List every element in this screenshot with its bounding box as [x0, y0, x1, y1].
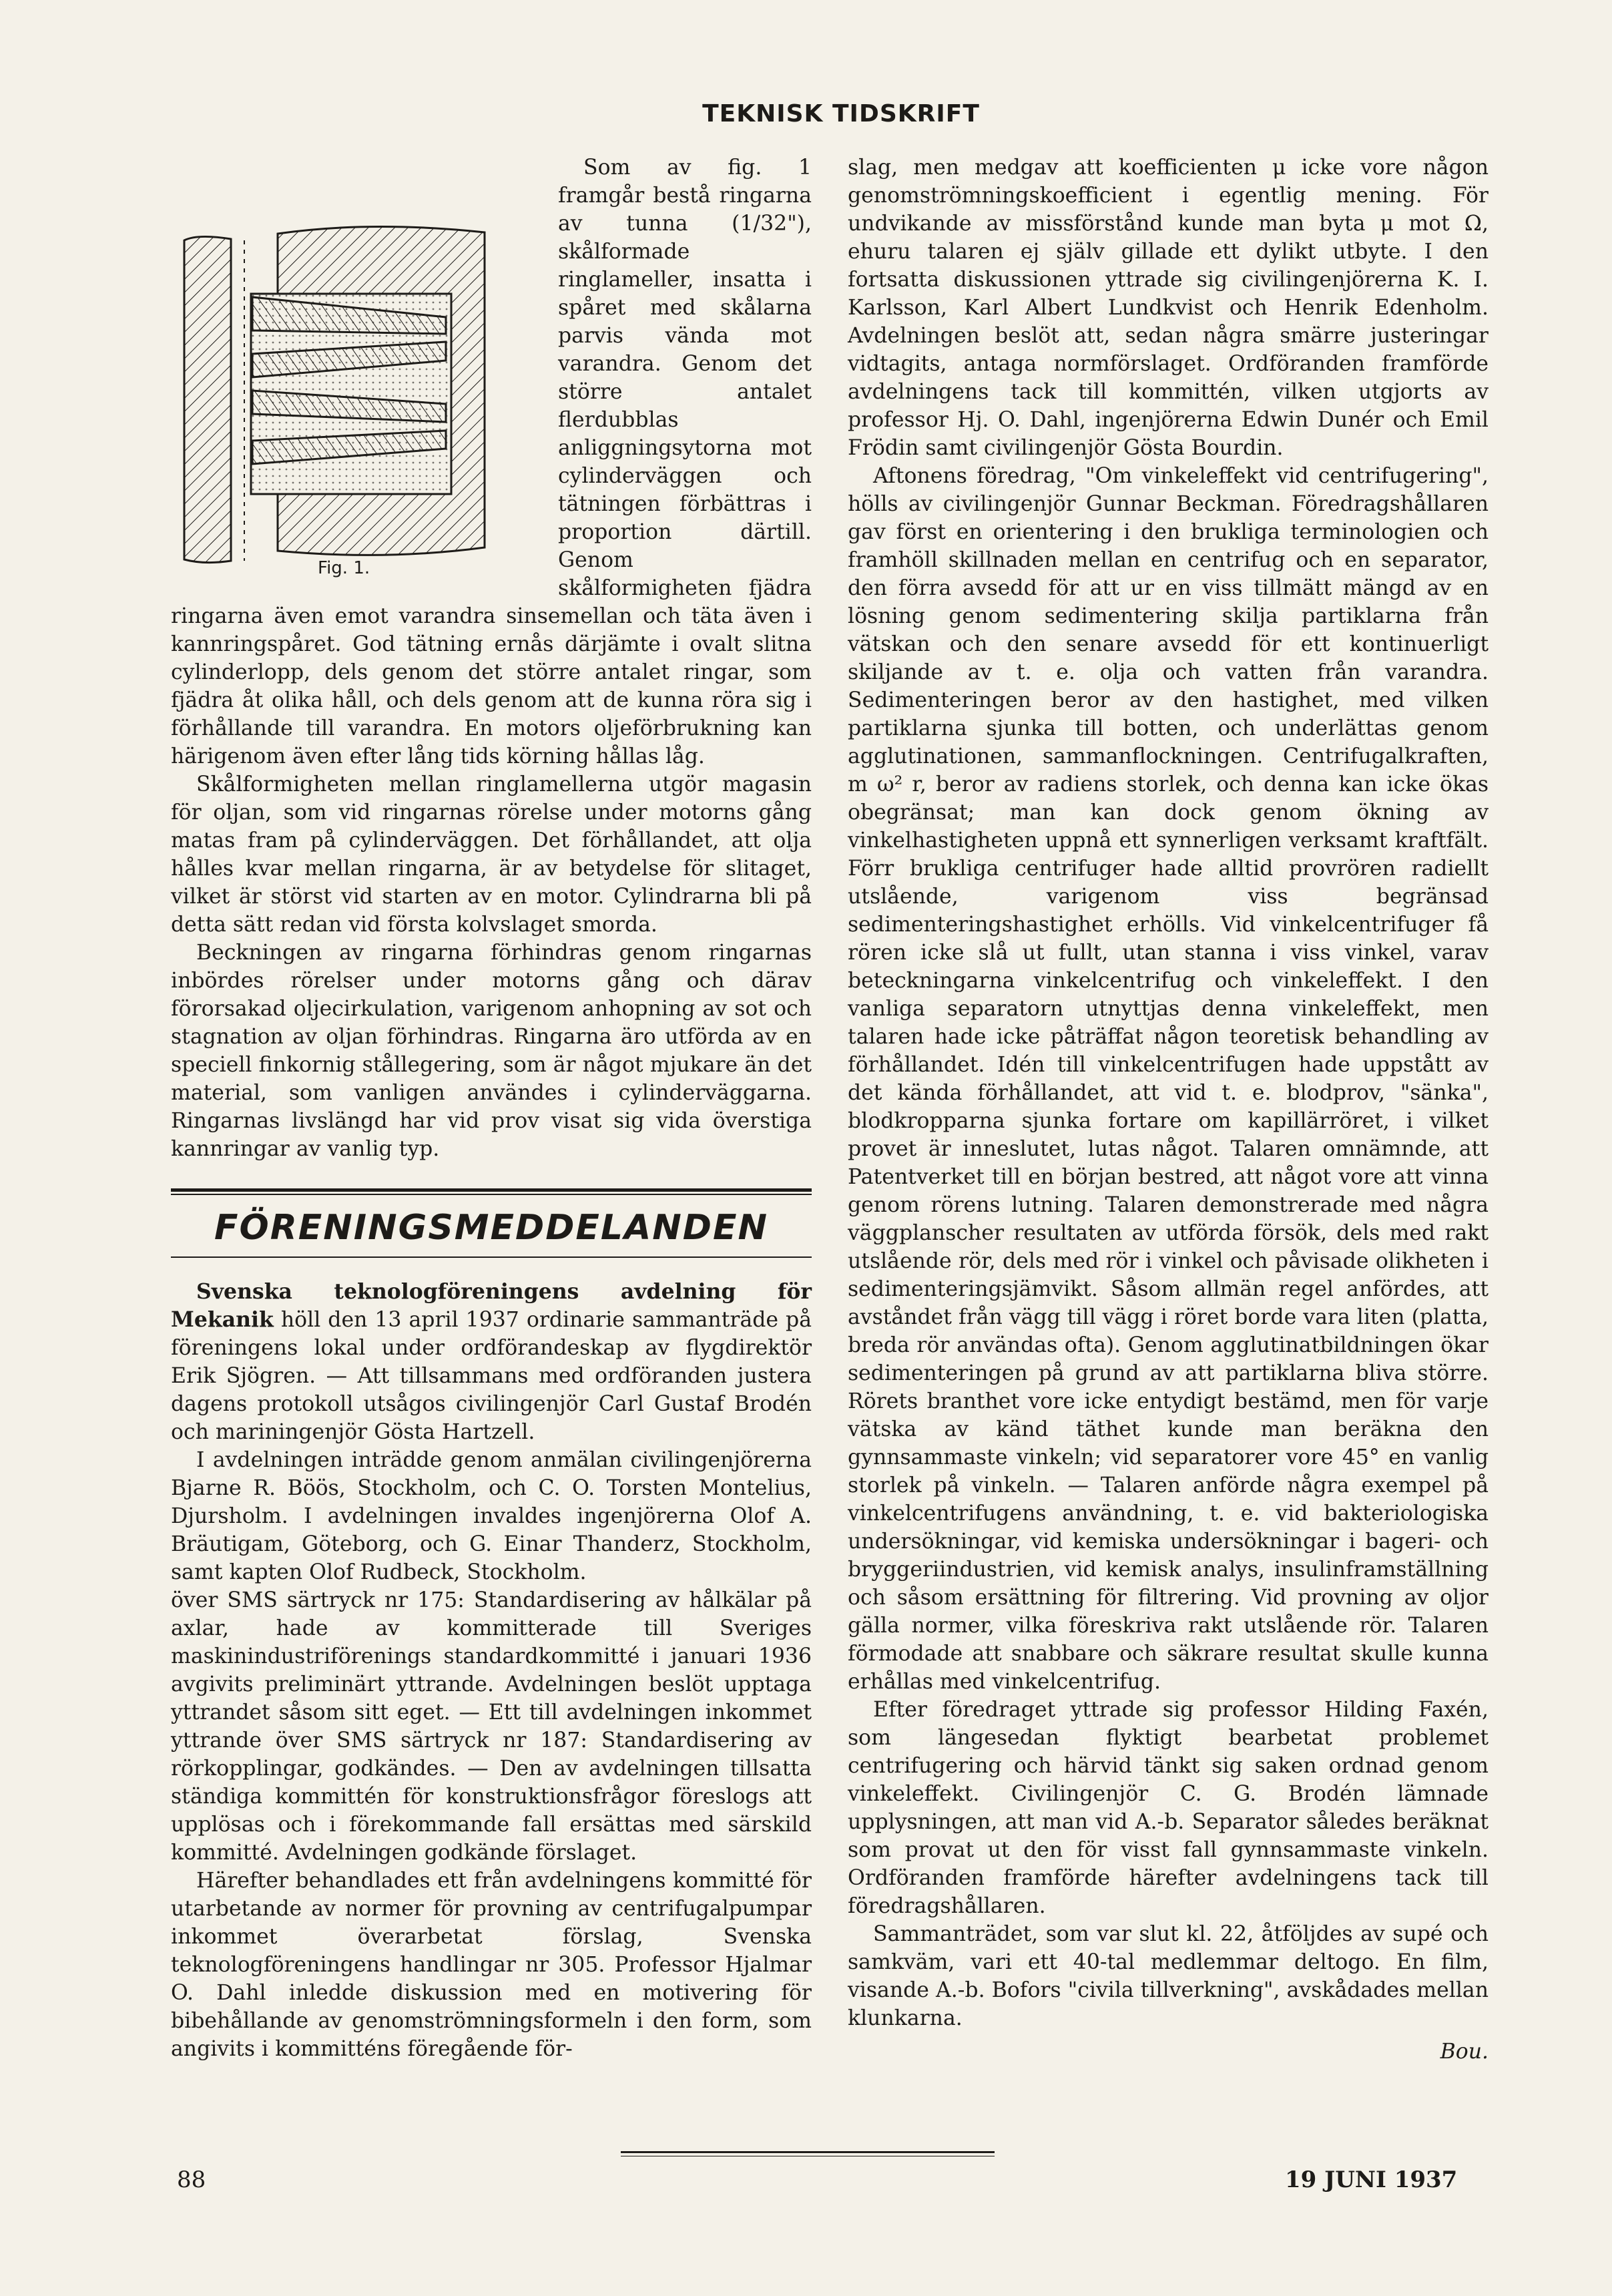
- page-number: 88: [177, 2166, 206, 2193]
- figure-caption: Fig. 1.: [318, 558, 370, 578]
- paragraph: Som av fig. 1 framgår bestå ringarna av tunna (1/32"), skålformade ringlameller, insatta i spåret med skålarna parvis vända mot varandra. Genom det större antalet flerdubblas anliggningsytorna mot cylinderväggen och tätningen förbättras i proportion därtill. Genom skålformigheten fjädra ringarna även emot varandra sinsemellan och täta även i kannringspåret. God tätning ernås därjämte i ovalt slitna cylinderlopp, dels genom det större antalet ringar, som fjädra åt olika håll, och dels genom att de kunna röra sig i förhållande till varandra. En motors oljeförbrukning kan härigenom även efter lång tids körning hållas låg.: [171, 156, 812, 768]
- left-column: [171, 154, 812, 2063]
- piston-ring-diagram: [171, 160, 545, 581]
- paragraph: slag, men medgav att koefficienten μ icke vore någon genomströmningskoefficient i egentlig mening. För undvikande av missförstånd kunde man byta μ mot Ω, ehuru talaren ej själv gillade ett dylikt utbyte. I den fortsatta diskussionen yttrade sig civilingenjörerna K. I. Karlsson, Karl Albert Lundkvist och Henrik Edenholm. Avdelningen beslöt att, sedan några smärre justeringar vidtagits, antaga normförslaget. Ordföranden framförde avdelningens tack till kommittén, vilken utgjorts av professor Hj. O. Dahl, ingenjörerna Edwin Dunér och Emil Frödin samt civilingenjör Gösta Bourdin.: [848, 156, 1489, 460]
- paragraph: Aftonens föredrag, "Om vinkeleffekt vid centrifugering", hölls av civilingenjör Gunnar Beckman. Föredragshållaren gav först en orientering i den brukliga terminologien och framhöll skillnaden mellan en centrifug och en separator, den förra avsedd för att ur en viss tillmätt mängd av en lösning genom sedimentering skilja partiklarna från vätskan och den senare avsedd för ett kontinuerligt skiljande av t. e. olja och vatten från varandra. Sedimenteringen beror av den hastighet, med vilken partiklarna sjunka till botten, och underlättas genom agglutinationen, sammanflockningen. Centrifugalkraften, m ω² r, beror av radiens storlek, och denna kan icke ökas obegränsat; man kan dock genom ökning av vinkelhastigheten uppnå ett synnerligen verksamt kraftfält. Förr brukliga centrifuger hade alltid provrören radiellt utslående, varigenom viss begränsad sedimenteringshastighet erhölls. Vid vinkelcentrifuger få rören icke slå ut fullt, utan stanna i viss vinkel, varav beteckningarna vinkelcentrifug och vinkeleffekt. I den vanliga separatorn utnyttjas denna vinkeleffekt, men talaren hade icke påträffat någon teoretisk behandling av förhållandet. Idén till vinkelcentrifugen hade uppstått av det kända förhållandet, att vid t. e. blodprov, "sänka", blodkropparna sjunka fortare om kapillärröret, i vilket provet är inneslutet, lutas något. Talaren omnämnde, att Patentverket till en början bestred, att något vore att vinna genom rörens lutning. Talaren demonstrerade med några väggplanscher resultaten av utförda försök, dels med rakt utslående rör, dels med rör i vinkel och påvisade olikheten i sedimenteringsjämvikt. Såsom allmän regel anfördes, att avståndet från vägg till vägg i röret borde vara liten (platta, breda rör användas ofta). Genom agglutinatbildningen ökar sedimenteringen på grund av att partiklarna bliva större. Rörets branthet vore icke entydigt bestämd, men för varje vätska av känd täthet kunde man beräkna den gynnsammaste vinkeln; vid separatorer vore 45° en vanlig storlek på vinkeln. — Talaren anförde några exempel på vinkelcentrifugens användning, t. e. vid bakteriologiska undersökningar, vid kemiska undersökningar i bageri- och bryggeriindustrien, vid kemisk analys, insulinframställning och såsom ersättning för filtrering. Vid provning av oljor gälla normer, vilka föreskriva rakt utslående rör. Talaren förmodade att snabbare och säkrare resultat skulle kunna erhållas med vinkelcentrifug.: [848, 464, 1489, 1694]
- section-rule-bottom: [171, 1256, 812, 1258]
- paragraph: Beckningen av ringarna förhindras genom ringarnas inbördes rörelser under motorns gång och därav förorsakad oljecirkulation, varigenom anhopning av sot och stagnation av oljan förhindras. Ringarna äro utförda av en speciell finkornig stållegering, som är något mjukare än det material, som vanligen användes i cylinderväggarna. Ringarnas livslängd har vid prov visat sig vida överstiga kannringar av vanlig typ.: [171, 941, 812, 1161]
- masthead: TEKNISK TIDSKRIFT: [702, 100, 980, 128]
- section-title: FÖRENINGSMEDDELANDEN: [214, 1208, 769, 1248]
- issue-date: 19 JUNI 1937: [1285, 2166, 1458, 2193]
- paragraph: Härefter behandlades ett från avdelningens kommitté för utarbetande av normer för provning av centrifugalpumpar inkommet överarbetat förslag, Svenska teknologföreningens handlingar nr 305. Professor Hjalmar O. Dahl inledde diskussion med en motivering för bibehållande av genomströmningsformeln i den form, som angivits i kommitténs föregående för-: [171, 1869, 812, 2061]
- paragraph: Efter föredraget yttrade sig professor Hilding Faxén, som längesedan flyktigt bearbetat problemet centrifugering och härvid tänkt sig saken ordnad genom vinkeleffekt. Civilingenjör C. G. Brodén lämnade upplysningen, att man vid A.-b. Separator således beräknat som provat ut den för visst fall gynnsammaste vinkeln. Ordföranden framförde härefter avdelningens tack till föredragshållaren.: [848, 1698, 1489, 1918]
- signature: Bou.: [1440, 2040, 1489, 2064]
- paragraph: I avdelningen inträdde genom anmälan civilingenjörerna Bjarne R. Böös, Stockholm, och C. O. Torsten Montelius, Djursholm. I avdelningen invaldes ingenjörerna Olof A. Bräutigam, Göteborg, och G. Einar Thanderz, Stockholm, samt kapten Olof Rudbeck, Stockholm.: [171, 1448, 812, 1584]
- paragraph-text: höll den 13 april 1937 ordinarie sammanträde på föreningens lokal under ordförandeskap av flygdirektör Erik Sjögren. — Att tillsammans med ordföranden justera dagens protokoll utsågos civilingenjör Carl Gustaf Brodén och mariningenjör Gösta Hartzell.: [171, 1308, 812, 1444]
- paragraph: över SMS särtryck nr 175: Standardisering av hålkälar på axlar, hade av kommitterade till Sveriges maskinindustriförenings standardkommitté i januari 1936 avgivits preliminärt yttrande. Avdelningen beslöt upptaga yttrandet såsom sitt eget. — Ett till avdelningen inkommet yttrande över SMS särtryck nr 187: Standardisering av rörkopplingar, godkändes. — Den av avdelningen tillsatta ständiga kommittén för konstruktionsfrågor föreslogs att upplösas och i förekommande fall ersättas med särskild kommitté. Avdelningen godkände förslaget.: [171, 1588, 812, 1865]
- paragraph: [171, 1278, 812, 1446]
- section-rule-top: [171, 1188, 812, 1195]
- figure-1: [171, 160, 545, 581]
- right-column: [848, 154, 1489, 2066]
- paragraph: Skålformigheten mellan ringlamellerna utgör magasin för oljan, som vid ringarnas rörelse under motorns gång matas fram på cylinderväggen. Det förhållandet, att olja hålles kvar mellan ringarna, är av betydelse för slitaget, vilket är störst vid starten av en motor. Cylindrarna bli på detta sätt redan vid första kolvslaget smorda.: [171, 772, 812, 937]
- society-name: Svenska teknologföreningens avdelning för Mekanik: [171, 1279, 812, 1332]
- paragraph: Sammanträdet, som var slut kl. 22, åtföljdes av supé och samkväm, vari ett 40-tal medlemmar deltogo. En film, visande A.-b. Bofors "civila tillverkning", avskådades mellan klunkarna.: [848, 1922, 1489, 2030]
- footer-rule: [621, 2151, 995, 2156]
